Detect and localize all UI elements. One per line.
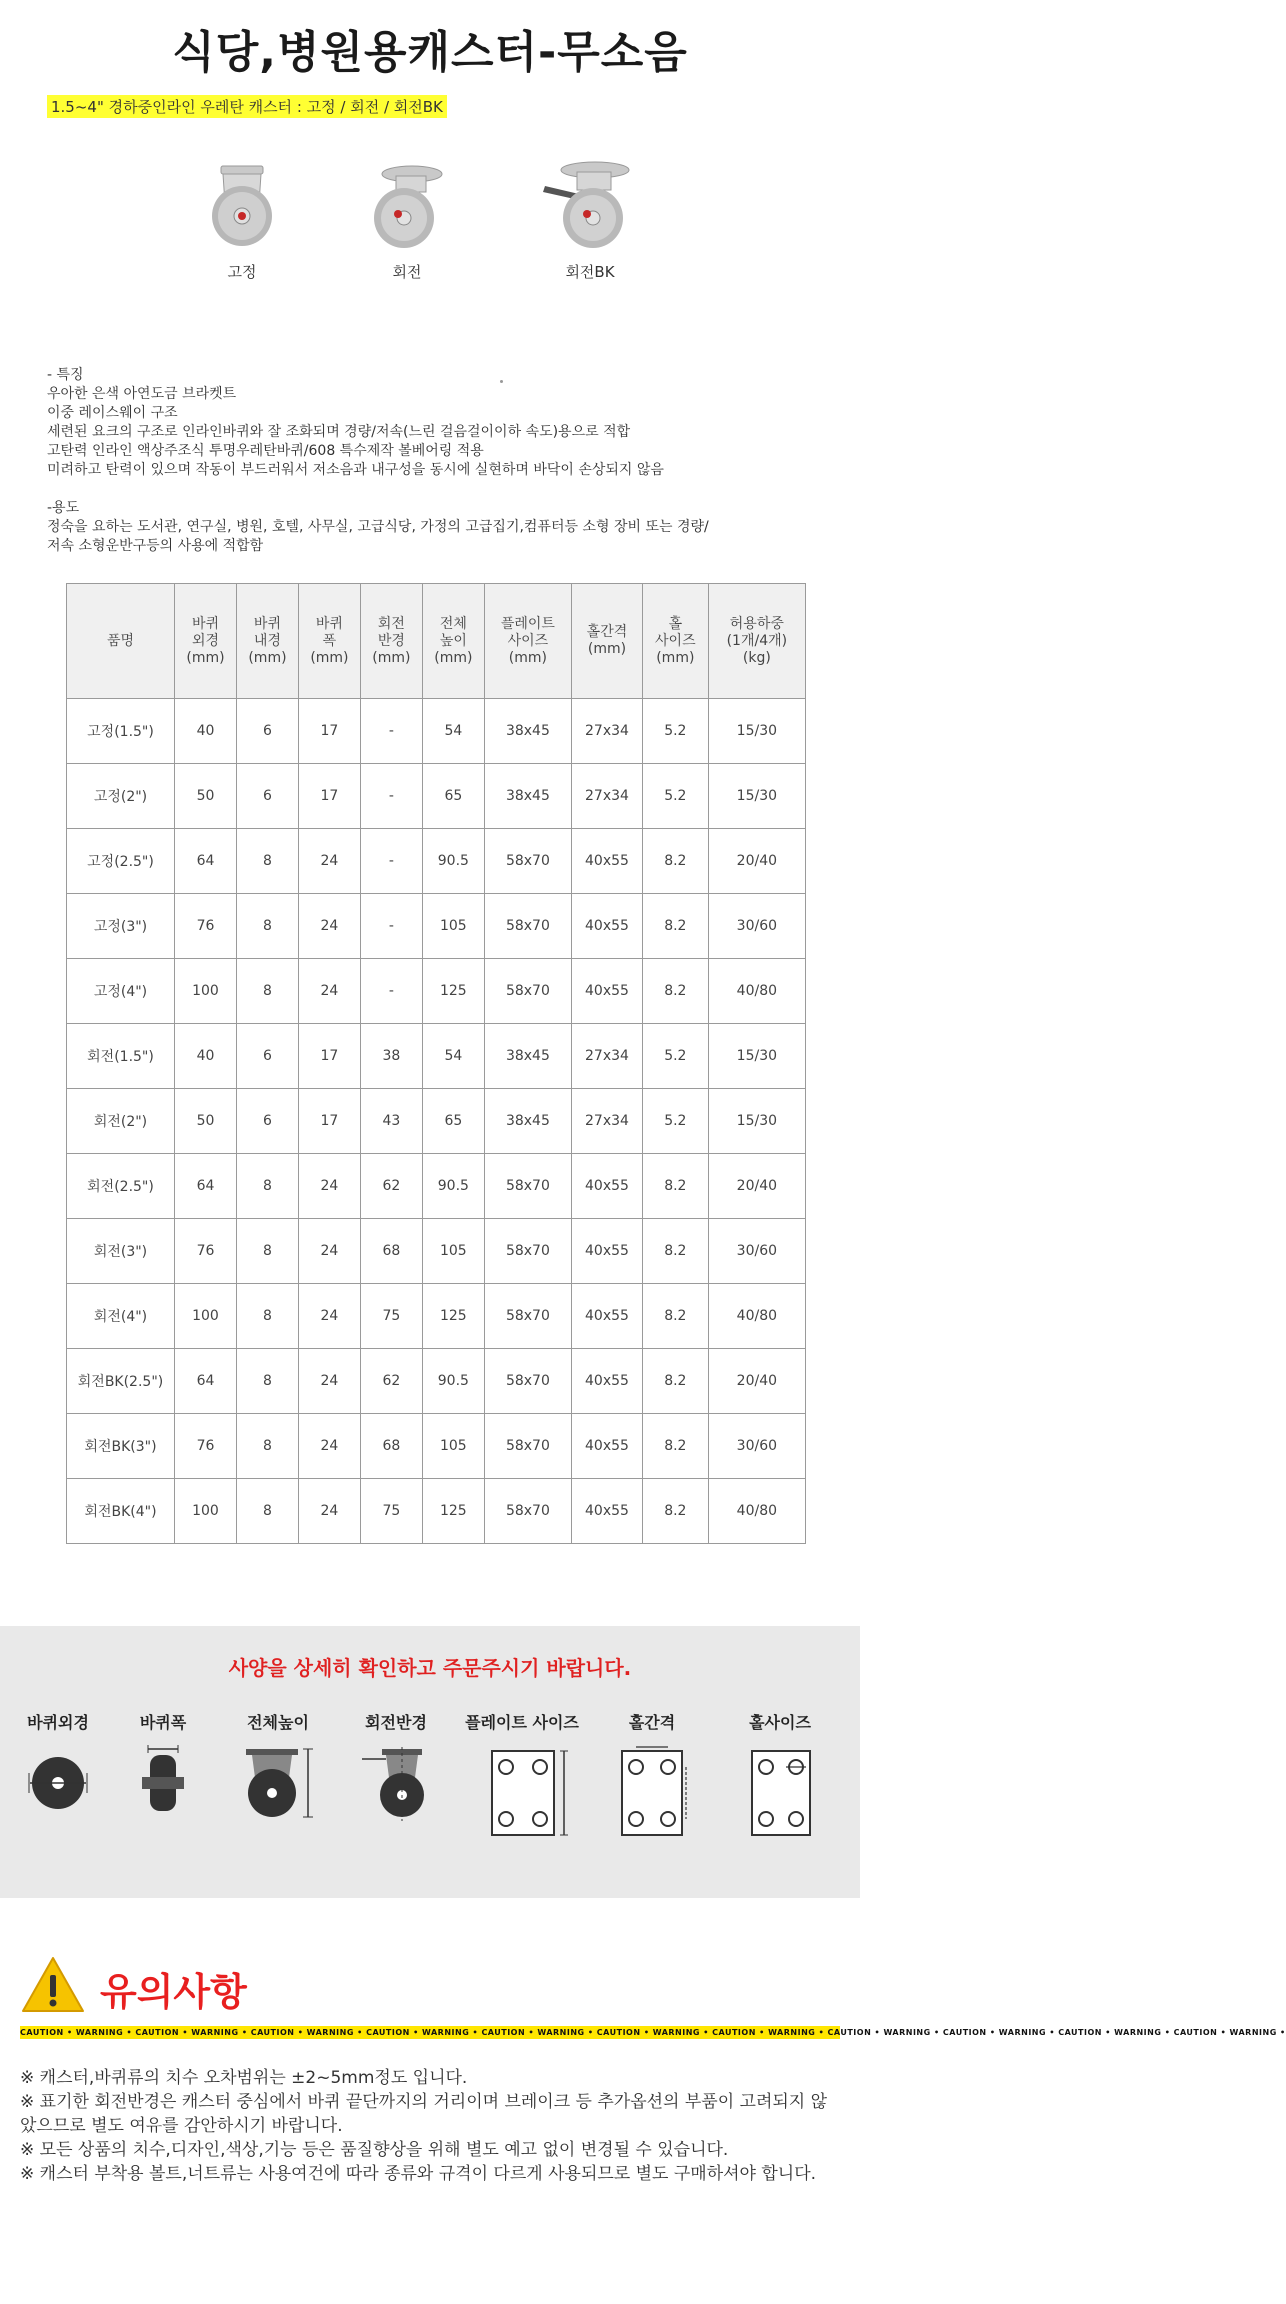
- header-text: (mm): [434, 649, 473, 666]
- table-cell: 40: [175, 1024, 237, 1089]
- hole-spacing-icon: [612, 1743, 692, 1843]
- table-cell: 38x45: [484, 1024, 571, 1089]
- table-cell: 회전(2.5"): [67, 1154, 175, 1219]
- swivel-radius-icon: [358, 1743, 434, 1823]
- table-cell: 75: [360, 1284, 422, 1349]
- table-cell: 125: [422, 1479, 484, 1544]
- wheel-diameter-icon: [25, 1743, 91, 1823]
- table-header-cell: [175, 584, 237, 699]
- product-swivel-brake: [520, 160, 660, 282]
- header-text: 회전: [377, 615, 405, 632]
- table-cell: 40x55: [571, 1219, 642, 1284]
- product-fixed: [172, 160, 312, 282]
- table-cell: 8: [236, 1154, 298, 1219]
- table-cell: 회전(4"): [67, 1284, 175, 1349]
- table-cell: 38x45: [484, 699, 571, 764]
- table-cell: 회전(2"): [67, 1089, 175, 1154]
- table-row: [67, 894, 806, 959]
- table-cell: 54: [422, 1024, 484, 1089]
- table-header-cell: [67, 584, 175, 699]
- header-text: 홀: [668, 615, 683, 632]
- table-header-cell: [360, 584, 422, 699]
- table-cell: 105: [422, 1414, 484, 1479]
- table-cell: 20/40: [708, 1154, 805, 1219]
- table-cell: 30/60: [708, 1219, 805, 1284]
- features-heading: - 특징: [47, 367, 84, 383]
- spec-table: [66, 583, 806, 1544]
- table-row: [67, 1284, 806, 1349]
- spec-guide-band: [0, 1626, 860, 1898]
- feature-line: 미려하고 탄력이 있으며 작동이 부드러워서 저소음과 내구성을 동시에 실현하며 바닥이 손상되지 않음: [47, 462, 664, 478]
- table-cell: 24: [298, 1154, 360, 1219]
- table-cell: 90.5: [422, 1154, 484, 1219]
- table-cell: 6: [236, 699, 298, 764]
- feature-line: 고탄력 인라인 액상주조식 투명우레탄바퀴/608 특수제작 볼베어링 적용: [47, 443, 484, 459]
- table-cell: 64: [175, 1349, 237, 1414]
- table-cell: 17: [298, 764, 360, 829]
- table-cell: 회전BK(4"): [67, 1479, 175, 1544]
- spec-item-label: 바퀴폭: [139, 1713, 187, 1732]
- table-cell: 90.5: [422, 829, 484, 894]
- table-cell: 8.2: [642, 1154, 708, 1219]
- header-text: 바퀴: [253, 615, 281, 632]
- table-cell: 100: [175, 959, 237, 1024]
- table-cell: -: [360, 959, 422, 1024]
- header-text: 플레이트: [500, 615, 555, 632]
- table-cell: 8: [236, 1414, 298, 1479]
- table-cell: 고정(2"): [67, 764, 175, 829]
- table-cell: 회전BK(3"): [67, 1414, 175, 1479]
- product-label: 회전BK: [565, 263, 615, 281]
- table-cell: 68: [360, 1219, 422, 1284]
- table-cell: 40/80: [708, 1284, 805, 1349]
- table-cell: 50: [175, 764, 237, 829]
- spec-item-label: 플레이트 사이즈: [465, 1713, 579, 1732]
- table-header-cell: [236, 584, 298, 699]
- page-title: 식당,병원용캐스터-무소음: [172, 27, 688, 78]
- header-text: 허용하중: [729, 615, 784, 632]
- table-cell: 5.2: [642, 764, 708, 829]
- wheel-width-icon: [130, 1743, 196, 1823]
- table-cell: 5.2: [642, 1024, 708, 1089]
- caution-note: ※ 캐스터,바퀴류의 치수 오차범위는 ±2~5mm정도 입니다.: [20, 2068, 468, 2088]
- product-label: 고정: [227, 263, 257, 281]
- product-swivel: [337, 160, 477, 282]
- hole-size-icon: [740, 1743, 820, 1843]
- table-cell: 24: [298, 894, 360, 959]
- table-row: [67, 699, 806, 764]
- table-cell: 8: [236, 1284, 298, 1349]
- spec-item-wheel-diameter: [22, 1710, 94, 1823]
- header-text: 반경: [377, 632, 405, 649]
- table-cell: 회전(3"): [67, 1219, 175, 1284]
- table-cell: 15/30: [708, 764, 805, 829]
- table-cell: 68: [360, 1414, 422, 1479]
- table-cell: 15/30: [708, 1024, 805, 1089]
- table-cell: 125: [422, 1284, 484, 1349]
- table-cell: 8: [236, 894, 298, 959]
- header-text: 외경: [191, 632, 220, 649]
- table-cell: 17: [298, 1024, 360, 1089]
- table-cell: 64: [175, 829, 237, 894]
- table-cell: 고정(2.5"): [67, 829, 175, 894]
- table-cell: 고정(1.5"): [67, 699, 175, 764]
- table-cell: 40/80: [708, 959, 805, 1024]
- header-text: 바퀴: [191, 615, 220, 632]
- header-text: (mm): [186, 649, 225, 666]
- caution-notes: [20, 2066, 840, 2186]
- table-cell: 38: [360, 1024, 422, 1089]
- table-cell: 65: [422, 1089, 484, 1154]
- table-cell: 15/30: [708, 699, 805, 764]
- table-cell: 105: [422, 1219, 484, 1284]
- header-text: 홀간격: [586, 624, 628, 640]
- header-text: 사이즈: [507, 632, 549, 649]
- table-cell: 27x34: [571, 1089, 642, 1154]
- table-cell: 20/40: [708, 829, 805, 894]
- table-cell: 5.2: [642, 1089, 708, 1154]
- table-cell: 76: [175, 1219, 237, 1284]
- table-cell: 고정(4"): [67, 959, 175, 1024]
- table-cell: 40x55: [571, 1349, 642, 1414]
- table-header-cell: [708, 584, 805, 699]
- table-cell: 40x55: [571, 1414, 642, 1479]
- spec-item-plate-size: [462, 1710, 582, 1843]
- table-cell: 40x55: [571, 1154, 642, 1219]
- table-cell: 회전BK(2.5"): [67, 1349, 175, 1414]
- table-row: [67, 1089, 806, 1154]
- table-cell: -: [360, 894, 422, 959]
- table-cell: 90.5: [422, 1349, 484, 1414]
- table-cell: 54: [422, 699, 484, 764]
- table-row: [67, 1414, 806, 1479]
- header-text: 폭: [322, 632, 337, 649]
- table-header-cell: [484, 584, 571, 699]
- table-cell: 40x55: [571, 829, 642, 894]
- caution-note: ※ 표기한 회전반경은 캐스터 중심에서 바퀴 끝단까지의 거리이며 브레이크 등 추가옵션의 부품이 고려되지 않았으므로 별도 여유를 감안하시기 바랍니다.: [20, 2092, 828, 2136]
- table-cell: 8: [236, 829, 298, 894]
- caution-note: ※ 캐스터 부착용 볼트,너트류는 사용여건에 따라 종류와 규격이 다르게 사용되므로 별도 구매하셔야 합니다.: [20, 2164, 817, 2184]
- spec-guide-title: 사양을 상세히 확인하고 주문주시기 바랍니다.: [228, 1656, 632, 1680]
- table-cell: 100: [175, 1479, 237, 1544]
- table-cell: 8: [236, 1479, 298, 1544]
- table-row: [67, 1219, 806, 1284]
- table-cell: 58x70: [484, 1349, 571, 1414]
- table-cell: 24: [298, 1414, 360, 1479]
- table-cell: 64: [175, 1154, 237, 1219]
- caution-title: 유의사항: [100, 1970, 247, 2014]
- table-cell: 58x70: [484, 1154, 571, 1219]
- table-cell: 38x45: [484, 1089, 571, 1154]
- table-cell: 40x55: [571, 959, 642, 1024]
- spec-item-label: 홀사이즈: [749, 1713, 811, 1732]
- table-cell: 62: [360, 1154, 422, 1219]
- table-cell: 8.2: [642, 1414, 708, 1479]
- table-cell: 24: [298, 1349, 360, 1414]
- table-cell: 24: [298, 1284, 360, 1349]
- table-cell: 76: [175, 1414, 237, 1479]
- caution-section: [20, 1955, 840, 2025]
- table-row: [67, 1479, 806, 1544]
- table-cell: 40x55: [571, 894, 642, 959]
- spec-item-hole-spacing: [612, 1710, 692, 1843]
- table-row: [67, 959, 806, 1024]
- table-row: [67, 829, 806, 894]
- table-cell: 8.2: [642, 959, 708, 1024]
- spec-item-label: 홀간격: [628, 1713, 676, 1732]
- table-cell: 8.2: [642, 894, 708, 959]
- table-cell: 24: [298, 1479, 360, 1544]
- table-cell: -: [360, 829, 422, 894]
- table-cell: 125: [422, 959, 484, 1024]
- table-cell: 고정(3"): [67, 894, 175, 959]
- table-header-cell: [298, 584, 360, 699]
- table-row: [67, 1024, 806, 1089]
- swivel-caster-icon: [352, 160, 462, 255]
- table-cell: 30/60: [708, 1414, 805, 1479]
- table-row: [67, 764, 806, 829]
- plate-size-icon: [472, 1743, 572, 1843]
- table-cell: 58x70: [484, 959, 571, 1024]
- usage-heading: -용도: [47, 500, 80, 516]
- table-cell: 62: [360, 1349, 422, 1414]
- table-cell: 8: [236, 1349, 298, 1414]
- spec-item-label: 바퀴외경: [27, 1713, 89, 1732]
- table-cell: 6: [236, 1024, 298, 1089]
- table-cell: 30/60: [708, 894, 805, 959]
- caution-tape: CAUTION • WARNING • CAUTION • WARNING • CAUTION • WARNING • CAUTION • WARNING • CAUTION • WARNING • CAUTION • WARNING • CAUTION • WARNING • CAUTION • WARNING • CAUTION • WARNING • CAUTION • WARNING • CAUTION • WARNING •: [20, 2028, 1286, 2037]
- header-text: (mm): [587, 641, 627, 657]
- spec-item-hole-size: [740, 1710, 820, 1843]
- table-cell: 5.2: [642, 699, 708, 764]
- table-cell: 75: [360, 1479, 422, 1544]
- table-cell: 8.2: [642, 1479, 708, 1544]
- header-text: (mm): [372, 649, 411, 666]
- table-cell: 8.2: [642, 1349, 708, 1414]
- table-cell: 8.2: [642, 829, 708, 894]
- feature-line: 우아한 은색 아연도금 브라켓트: [47, 386, 237, 402]
- spec-item-swivel-radius: [358, 1710, 434, 1823]
- header-text: (kg): [742, 649, 771, 666]
- table-header-cell: [571, 584, 642, 699]
- table-cell: 65: [422, 764, 484, 829]
- header-text: (mm): [310, 649, 349, 666]
- product-subtitle: 1.5~4" 경하중인라인 우레탄 캐스터 : 고정 / 회전 / 회전BK: [47, 95, 447, 118]
- table-cell: 24: [298, 959, 360, 1024]
- header-text: 전체: [439, 615, 467, 632]
- table-cell: 24: [298, 829, 360, 894]
- warning-triangle-icon: [20, 1955, 86, 2015]
- header-text: 내경: [253, 632, 281, 649]
- table-cell: 43: [360, 1089, 422, 1154]
- header-text: (mm): [248, 649, 287, 666]
- table-cell: 17: [298, 1089, 360, 1154]
- feature-line: 이중 레이스웨이 구조: [47, 405, 178, 421]
- table-cell: 27x34: [571, 1024, 642, 1089]
- total-height-icon: [238, 1743, 318, 1823]
- table-header-cell: [422, 584, 484, 699]
- table-cell: 8.2: [642, 1219, 708, 1284]
- table-cell: -: [360, 764, 422, 829]
- feature-line: 세련된 요크의 구조로 인라인바퀴와 잘 조화되며 경량/저속(느린 걸음걸이이하 속도)용으로 적합: [47, 424, 631, 440]
- table-cell: 100: [175, 1284, 237, 1349]
- table-cell: 8: [236, 959, 298, 1024]
- spec-item-label: 회전반경: [365, 1713, 427, 1732]
- table-cell: 58x70: [484, 829, 571, 894]
- table-cell: 8.2: [642, 1284, 708, 1349]
- table-cell: 6: [236, 1089, 298, 1154]
- table-cell: 6: [236, 764, 298, 829]
- features-section: [47, 366, 709, 556]
- product-label: 회전: [392, 263, 422, 281]
- table-cell: 58x70: [484, 1219, 571, 1284]
- table-cell: 27x34: [571, 764, 642, 829]
- product-images: [0, 160, 860, 310]
- table-cell: 40x55: [571, 1479, 642, 1544]
- table-cell: 58x70: [484, 894, 571, 959]
- fixed-caster-icon: [187, 160, 297, 255]
- spec-item-wheel-width: [128, 1710, 198, 1823]
- swivel-brake-caster-icon: [525, 160, 655, 255]
- header-text: (mm): [508, 649, 547, 666]
- table-cell: 58x70: [484, 1284, 571, 1349]
- table-header-row: [67, 584, 806, 699]
- table-body: [67, 699, 806, 1544]
- usage-line: 저속 소형운반구등의 사용에 적합함: [47, 538, 264, 554]
- table-cell: -: [360, 699, 422, 764]
- header-text: (mm): [656, 649, 695, 666]
- header-text: 높이: [439, 632, 467, 649]
- table-cell: 38x45: [484, 764, 571, 829]
- table-cell: 40x55: [571, 1284, 642, 1349]
- table-cell: 105: [422, 894, 484, 959]
- header-text: (1개/4개): [726, 632, 788, 649]
- spec-item-total-height: [238, 1710, 318, 1823]
- usage-line: 정숙을 요하는 도서관, 연구실, 병원, 호텔, 사무실, 고급식당, 가정의 고급집기,컴퓨터등 소형 장비 또는 경량/: [47, 519, 709, 535]
- table-row: [67, 1154, 806, 1219]
- spec-item-label: 전체높이: [247, 1713, 309, 1732]
- table-cell: 58x70: [484, 1479, 571, 1544]
- table-cell: 27x34: [571, 699, 642, 764]
- table-row: [67, 1349, 806, 1414]
- table-cell: 40: [175, 699, 237, 764]
- table-header-cell: [642, 584, 708, 699]
- header-text: 품명: [106, 632, 135, 649]
- table-cell: 40/80: [708, 1479, 805, 1544]
- table-cell: 58x70: [484, 1414, 571, 1479]
- table-cell: 17: [298, 699, 360, 764]
- table-cell: 회전(1.5"): [67, 1024, 175, 1089]
- header-text: 바퀴: [315, 615, 343, 632]
- table-cell: 20/40: [708, 1349, 805, 1414]
- table-cell: 50: [175, 1089, 237, 1154]
- header-text: 사이즈: [655, 632, 696, 649]
- table-cell: 24: [298, 1219, 360, 1284]
- table-cell: 15/30: [708, 1089, 805, 1154]
- caution-note: ※ 모든 상품의 치수,디자인,색상,기능 등은 품질향상을 위해 별도 예고 없이 변경될 수 있습니다.: [20, 2140, 729, 2160]
- table-cell: 76: [175, 894, 237, 959]
- table-cell: 8: [236, 1219, 298, 1284]
